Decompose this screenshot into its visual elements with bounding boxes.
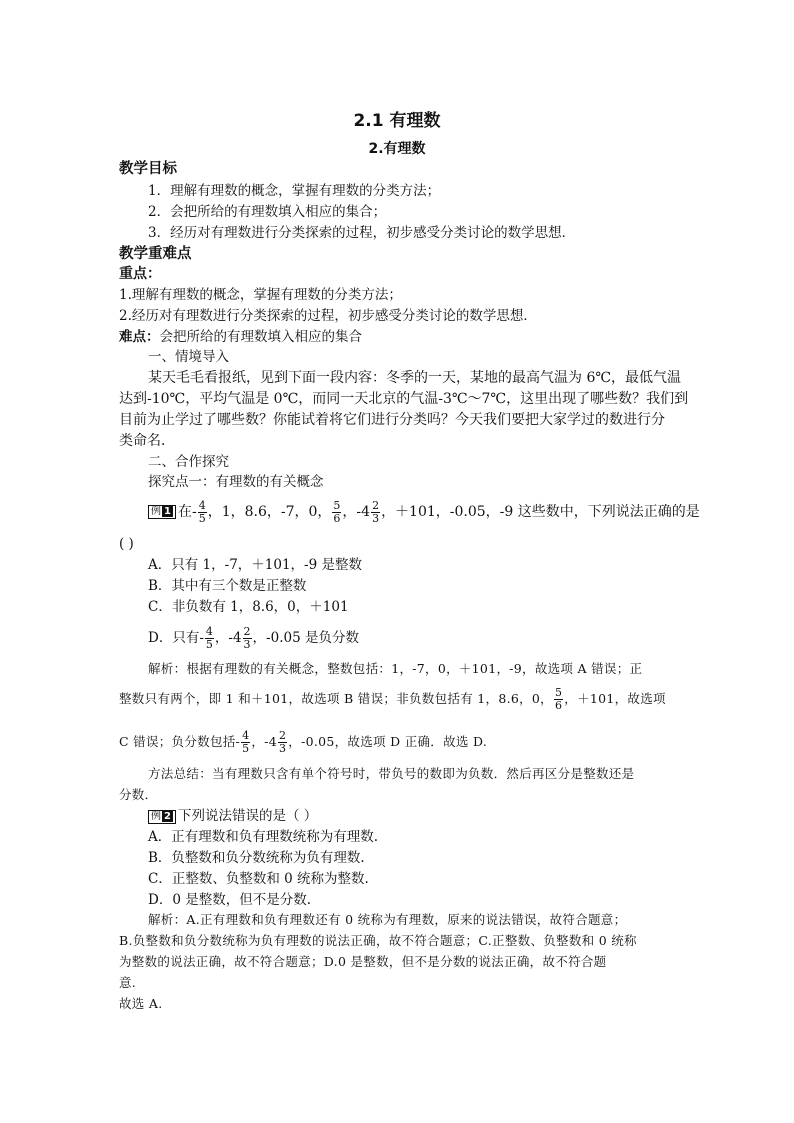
intro-line: 达到-10℃，平均气温是 0℃，而同一天北京的气温-3℃～7℃，这里出现了哪些数？我们到: [119, 391, 689, 407]
intro-line: 类命名．: [119, 433, 175, 449]
key-point: 1.理解有理数的概念，掌握有理数的分类方法；: [119, 287, 402, 303]
section-title: 二、合作探究: [148, 454, 229, 470]
intro-line: 目前为止学过了哪些数？你能试着将它们进行分类吗？今天我们要把大家学过的数进行分: [119, 412, 665, 428]
section-title: 一、情境导入: [148, 349, 229, 365]
difficulty-text: 会把所给的有理数填入相应的集合: [159, 329, 362, 345]
solution-line: 解析：根据有理数的有关概念，整数包括：1，-7，0，＋101，-9，故选项 A 错误；正: [148, 661, 643, 676]
key-label: 重点：: [119, 266, 161, 282]
option-item: A．正有理数和负有理数统称为有理数.: [148, 829, 379, 845]
option-item: C．非负数有 1，8.6，0，＋101: [148, 599, 349, 615]
option-item: D．0 是整数，但不是分数.: [148, 892, 311, 908]
answer-line: 故选 A.: [119, 996, 163, 1011]
fraction: $\frac{2}{3}$: [278, 729, 287, 755]
solution-line: C 错误；负分数包括- $\frac{4}{5}$ ，-4 $\frac{2}{3}$ ，-0.05，故选项 D 正确．故选 D.: [119, 729, 488, 755]
key-point: 2.经历对有理数进行分类探索的过程，初步感受分类讨论的数学思想．: [119, 308, 537, 324]
answer-bracket: ( ): [119, 536, 134, 552]
goals-heading: 教学目标: [119, 161, 177, 177]
option-item: D．只有- $\frac{4}{5}$ ，-4 $\frac{2}{3}$ ，-0.05 是负分数: [148, 625, 359, 651]
fraction: $\frac{2}{3}$: [243, 625, 251, 651]
solution-line: B.负整数和负分数统称为负有理数的说法正确，故不符合题意；C.正整数、负整数和 0 统称: [119, 933, 637, 948]
goal-item: 3．经历对有理数进行分类探索的过程，初步感受分类讨论的数学思想．: [148, 225, 576, 241]
option-item: B．负整数和负分数统称为负有理数.: [148, 850, 365, 866]
fraction: $\frac{5}{6}$: [554, 686, 563, 712]
option-item: A．只有 1，-7，＋101，-9 是整数: [148, 557, 362, 573]
example-badge: 例 2: [148, 810, 176, 824]
page-title: 2.1 有理数: [353, 111, 441, 131]
key-heading: 教学重难点: [119, 246, 192, 262]
difficulty-line: [119, 328, 362, 346]
fraction: $\frac{4}{5}$: [198, 498, 206, 525]
fraction: $\frac{4}{5}$: [205, 625, 213, 651]
fraction: $\frac{4}{5}$: [242, 729, 250, 755]
goal-item: 1．理解有理数的概念，掌握有理数的分类方法；: [148, 183, 441, 199]
fraction: $\frac{5}{6}$: [333, 498, 341, 525]
solution-line: 解析：A.正有理数和负有理数还有 0 统称为有理数，原来的说法错误，故符合题意；: [148, 912, 627, 927]
point-title: 探究点一：有理数的有关概念: [148, 474, 324, 490]
example-badge: 例 1: [148, 505, 176, 519]
method-summary: 分数．: [119, 787, 158, 802]
example-2-stem: 例 2 下列说法错误的是（ ）: [148, 807, 317, 825]
intro-line: 某天毛毛看报纸，见到下面一段内容：冬季的一天，某地的最高气温为 6℃，最低气温: [148, 370, 682, 386]
difficulty-label: 难点：: [119, 329, 160, 345]
method-summary: 方法总结：当有理数只含有单个符号时，带负号的数即为负数．然后再区分是整数还是: [148, 766, 635, 781]
page-subtitle: 2.有理数: [368, 141, 426, 157]
goal-item: 2．会把所给的有理数填入相应的集合；: [148, 204, 387, 220]
solution-line: 整数只有两个，即 1 和＋101，故选项 B 错误；非负数包括有 1，8.6，0， $\frac{5}{6}$ ，＋101，故选项: [119, 686, 666, 712]
solution-line: 为整数的说法正确，故不符合题意；D.0 是整数，但不是分数的说法正确，故不符合题: [119, 954, 607, 969]
option-item: C．正整数、负整数和 0 统称为整数.: [148, 871, 369, 887]
fraction: $\frac{2}{3}$: [372, 498, 380, 525]
option-item: B．其中有三个数是正整数: [148, 578, 307, 594]
example-1-stem: 例 1 在- $\frac{4}{5}$ ，1，8.6，-7，0， $\frac{5}{6}$ ，-4 $\frac{2}{3}$ ，＋101，-0.05，-9 这些数中，下列说法正确的是: [148, 498, 700, 526]
solution-line: 意.: [119, 975, 137, 990]
